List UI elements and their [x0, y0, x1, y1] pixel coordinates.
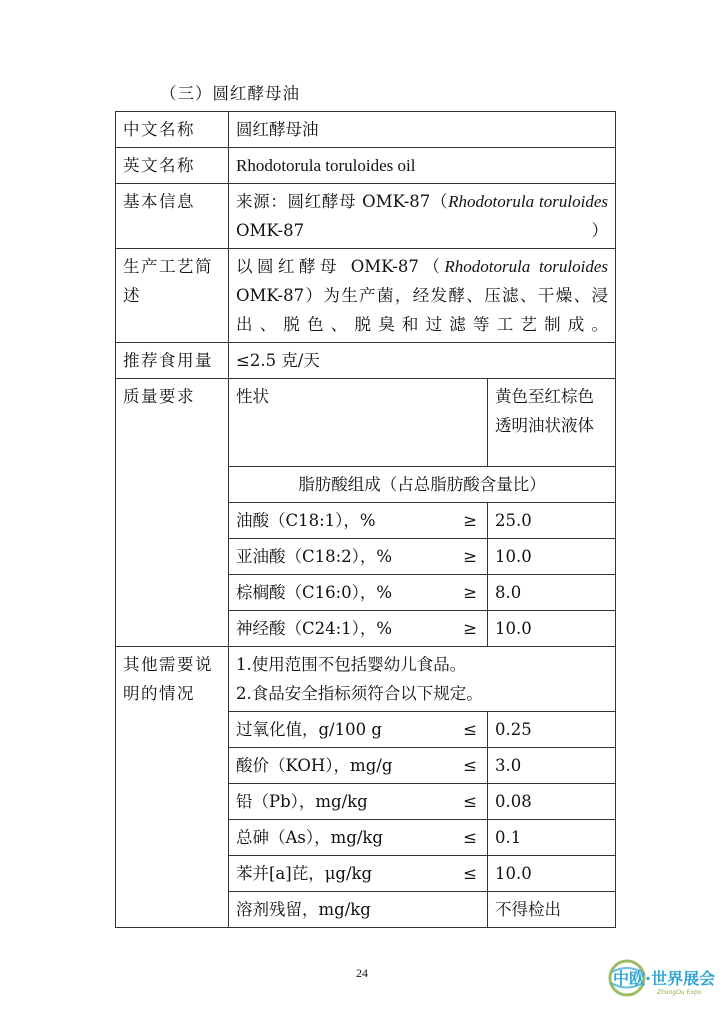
- indicator-value: 0.1: [488, 820, 616, 856]
- note-2: 2.食品安全指标须符合以下规定。: [236, 684, 483, 703]
- dosage-label: 推荐食用量: [116, 343, 229, 379]
- indicator-name: 铅（Pb），mg/kg ≤: [229, 784, 488, 820]
- other-label: 其他需要说明的情况: [116, 647, 229, 928]
- watermark-subtext: ZhongOu Expo: [657, 989, 702, 996]
- fatty-acid-name: 神经酸（C24:1），% ≥: [229, 611, 488, 647]
- operator: ≥: [463, 511, 477, 530]
- indicator-value: 不得检出: [488, 892, 616, 928]
- fatty-acid-value: 8.0: [488, 575, 616, 611]
- dosage-value: ≤2.5 克/天: [229, 343, 616, 379]
- fatty-acid-name: 棕榈酸（C16:0），% ≥: [229, 575, 488, 611]
- indicator-name: 溶剂残留，mg/kg: [229, 892, 488, 928]
- row-other-notes: [116, 647, 616, 712]
- basic-info-label: 基本信息: [116, 184, 229, 249]
- row-process: [116, 249, 616, 343]
- indicator-value: 0.08: [488, 784, 616, 820]
- operator: ≤: [463, 828, 477, 847]
- watermark-text: 中欧·世界展会: [613, 969, 716, 988]
- operator: ≤: [463, 720, 477, 739]
- row-dosage: [116, 343, 616, 379]
- basic-info-prefix: 来源：圆红酵母 OMK-87（: [236, 192, 449, 211]
- process-suffix: OMK-87）为生产菌，经发酵、压滤、干燥、浸出、脱色、脱臭和过滤等工艺制成。: [236, 286, 608, 334]
- indicator-value: 10.0: [488, 856, 616, 892]
- indicator-name: 总砷（As），mg/kg ≤: [229, 820, 488, 856]
- appearance-value: 黄色至红棕色透明油状液体: [488, 379, 616, 467]
- process-value: [229, 249, 616, 343]
- fatty-acid-header: 脂肪酸组成（占总脂肪酸含量比）: [229, 467, 616, 503]
- basic-info-suffix: OMK-87）: [236, 221, 608, 240]
- page-number: 24: [356, 966, 368, 980]
- operator: ≥: [463, 619, 477, 638]
- en-name-label: 英文名称: [116, 148, 229, 184]
- watermark-logo: [597, 956, 719, 1008]
- fatty-acid-name: 亚油酸（C18:2），% ≥: [229, 539, 488, 575]
- operator: ≤: [463, 756, 477, 775]
- en-name-value: Rhodotorula toruloides oil: [229, 148, 616, 184]
- section-title: （三）圆红酵母油: [160, 84, 300, 103]
- operator: ≤: [463, 792, 477, 811]
- quality-label: 质量要求: [116, 379, 229, 647]
- indicator-name: 苯并[a]芘，μg/kg ≤: [229, 856, 488, 892]
- process-species: Rhodotorula toruloides: [444, 257, 608, 276]
- operator: ≥: [463, 547, 477, 566]
- process-label: 生产工艺简述: [116, 249, 229, 343]
- indicator-value: 3.0: [488, 748, 616, 784]
- indicator-name: 酸价（KOH），mg/g ≤: [229, 748, 488, 784]
- row-appearance: [116, 379, 616, 467]
- fatty-acid-name: 油酸（C18:1），% ≥: [229, 503, 488, 539]
- fatty-acid-value: 25.0: [488, 503, 616, 539]
- note-1: 1.使用范围不包括婴幼儿食品。: [236, 655, 467, 674]
- process-prefix: 以圆红酵母 OMK-87（: [236, 257, 445, 276]
- row-en-name: [116, 148, 616, 184]
- indicator-value: 0.25: [488, 712, 616, 748]
- indicator-name: 过氧化值，g/100 g ≤: [229, 712, 488, 748]
- operator: ≤: [463, 864, 477, 883]
- operator: ≥: [463, 583, 477, 602]
- fatty-acid-value: 10.0: [488, 611, 616, 647]
- spec-table: [115, 111, 616, 928]
- basic-info-value: [229, 184, 616, 249]
- cn-name-value: 圆红酵母油: [229, 112, 616, 148]
- fatty-acid-value: 10.0: [488, 539, 616, 575]
- row-cn-name: [116, 112, 616, 148]
- basic-info-species: Rhodotorula toruloides: [448, 192, 608, 211]
- row-basic-info: [116, 184, 616, 249]
- other-notes: [229, 647, 616, 712]
- appearance-label: 性状: [229, 379, 488, 467]
- cn-name-label: 中文名称: [116, 112, 229, 148]
